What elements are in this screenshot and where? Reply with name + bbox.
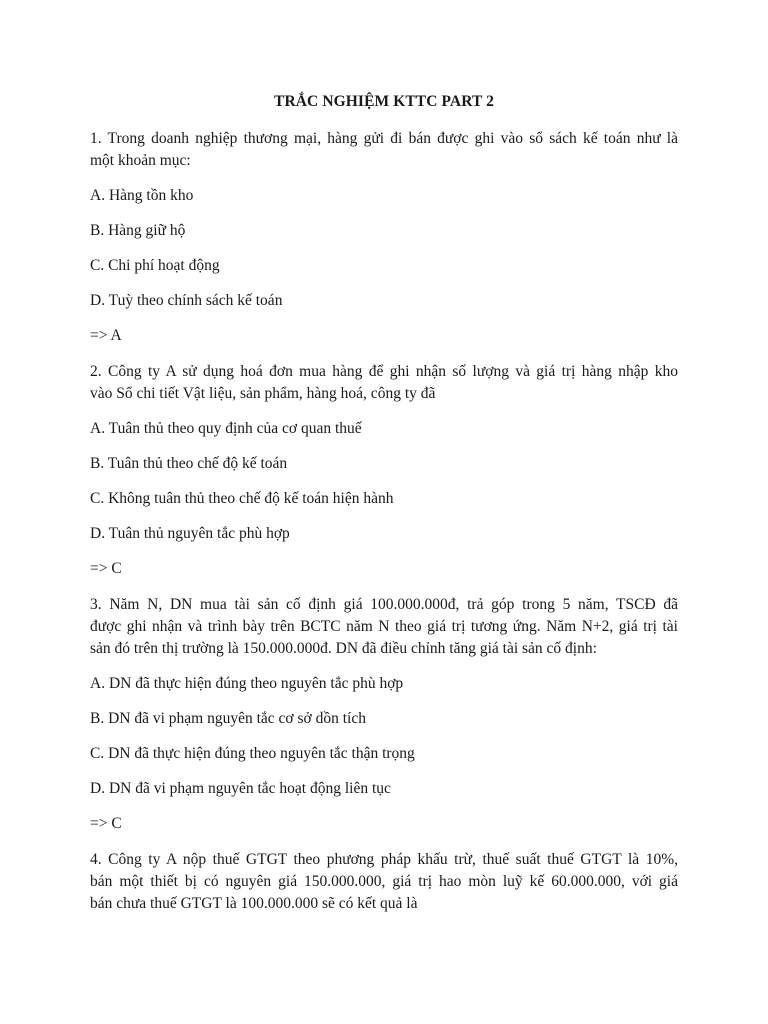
question-3-option-c: C. DN đã thực hiện đúng theo nguyên tắc thận trọng	[90, 745, 415, 762]
question-3-text-cont-2: sản đó trên thị trường là 150.000.000đ. DN đã điều chỉnh tăng giá tài sản cố định:	[90, 640, 597, 657]
question-3-option-a: A. DN đã thực hiện đúng theo nguyên tắc phù hợp	[90, 675, 404, 692]
question-2-option-a: A. Tuân thủ theo quy định của cơ quan thuế	[90, 420, 362, 437]
question-1-option-a: A. Hàng tồn kho	[90, 187, 194, 204]
question-4-text: 4. Công ty A nộp thuế GTGT theo phương pháp khấu trừ, thuế suất thuế GTGT là 10%,	[90, 851, 678, 868]
question-3-answer: => C	[90, 815, 122, 832]
question-2-option-d: D. Tuân thủ nguyên tắc phù hợp	[90, 525, 290, 542]
question-1-option-d: D. Tuỳ theo chính sách kế toán	[90, 292, 283, 309]
question-4-text-cont-2: bán chưa thuế GTGT là 100.000.000 sẽ có kết quả là	[90, 895, 418, 912]
question-3-text: 3. Năm N, DN mua tài sản cố định giá 100.000.000đ, trả góp trong 5 năm, TSCĐ đã	[90, 596, 678, 613]
question-1-text: 1. Trong doanh nghiệp thương mại, hàng gửi đi bán được ghi vào sổ sách kế toán như là	[90, 130, 678, 147]
question-3-option-d: D. DN đã vi phạm nguyên tắc hoạt động liên tục	[90, 780, 391, 797]
question-4-text-cont: bán một thiết bị có nguyên giá 150.000.000, giá trị hao mòn luỹ kế 60.000.000, với giá	[90, 873, 678, 890]
question-1-text-cont: một khoản mục:	[90, 152, 191, 169]
question-2-text-cont: vào Sổ chi tiết Vật liệu, sản phẩm, hàng hoá, công ty đã	[90, 385, 436, 402]
page-title: TRẮC NGHIỆM KTTC PART 2	[274, 93, 494, 110]
question-1-answer: => A	[90, 327, 122, 344]
question-1-option-b: B. Hàng giữ hộ	[90, 222, 186, 239]
question-2-text: 2. Công ty A sử dụng hoá đơn mua hàng để ghi nhận số lượng và giá trị hàng nhập kho	[90, 363, 678, 380]
question-3-text-cont: được ghi nhận và trình bày trên BCTC năm N theo giá trị tương ứng. Năm N+2, giá trị tài	[90, 618, 678, 635]
question-2-option-b: B. Tuân thủ theo chế độ kế toán	[90, 455, 288, 472]
question-2-answer: => C	[90, 560, 122, 577]
question-3-option-b: B. DN đã vi phạm nguyên tắc cơ sở dồn tích	[90, 710, 366, 727]
question-2-option-c: C. Không tuân thủ theo chế độ kế toán hiện hành	[90, 490, 394, 507]
question-1-option-c: C. Chi phí hoạt động	[90, 257, 220, 274]
